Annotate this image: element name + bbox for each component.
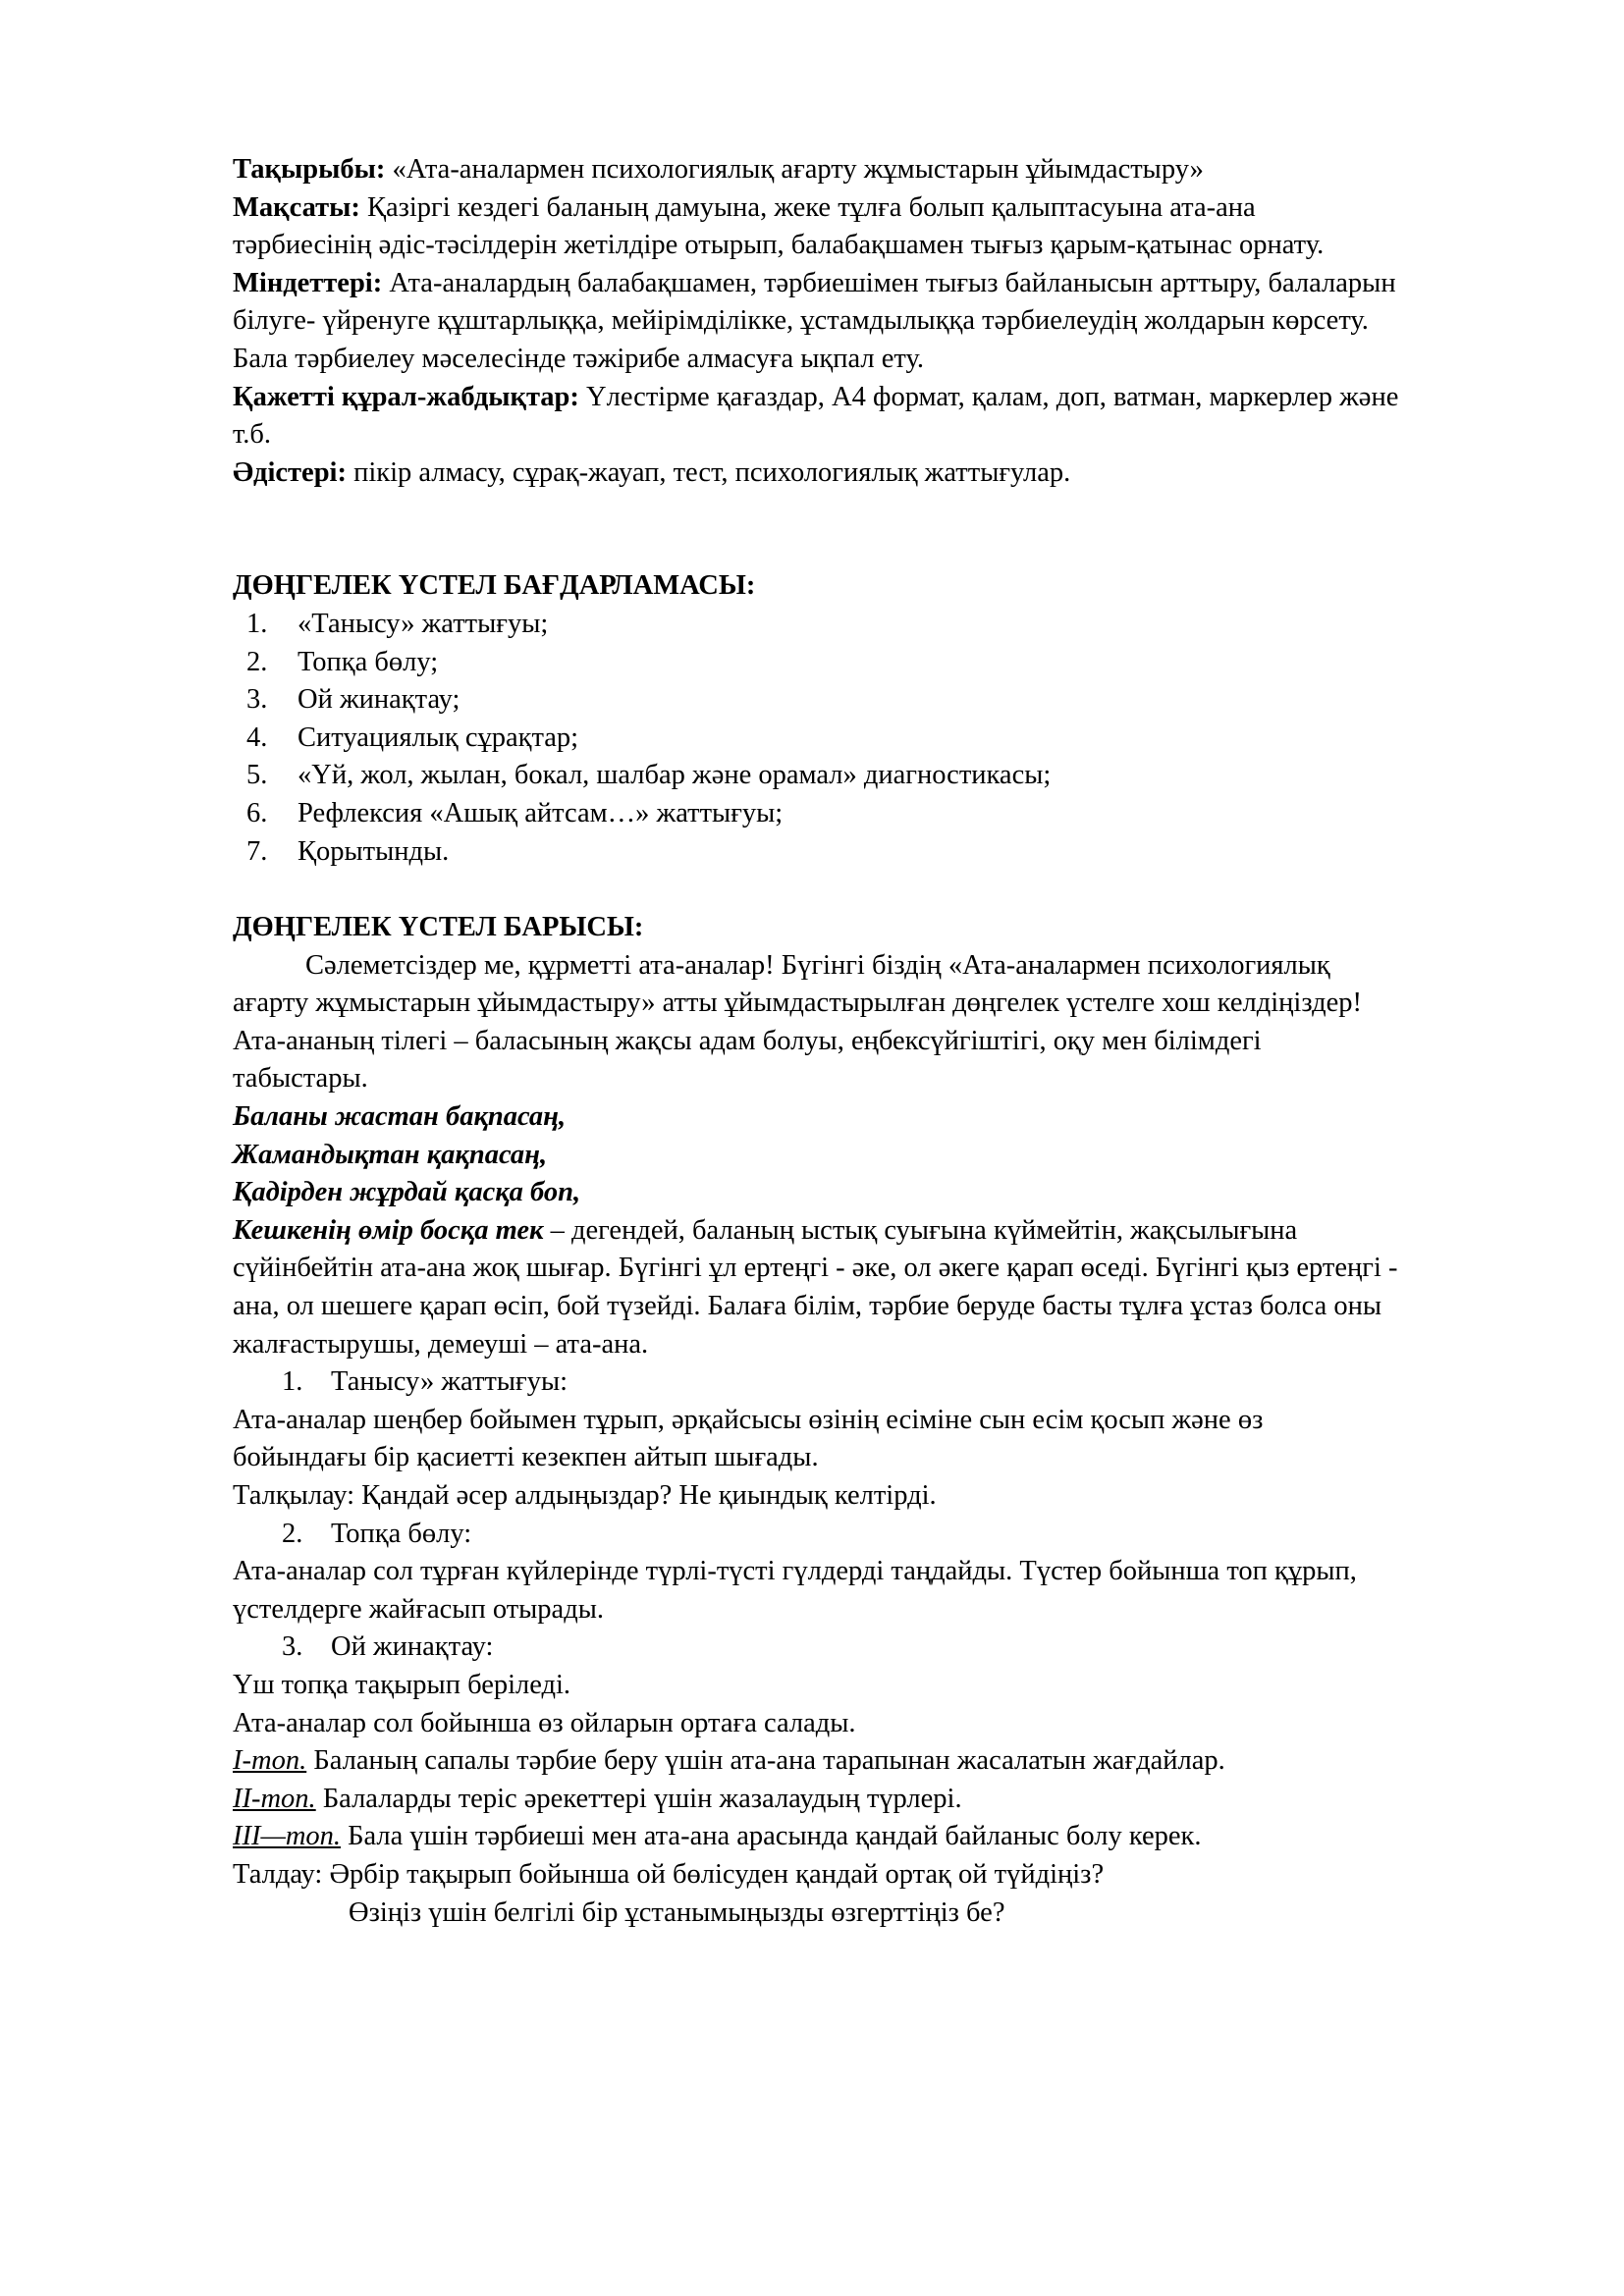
step-2-number: 2. [282, 1518, 303, 1549]
tasks-paragraph [233, 265, 1401, 379]
methods-text: пікір алмасу, сұрақ-жауап, тест, психологиялық жаттығулар. [346, 456, 1071, 488]
topic-label: Тақырыбы: [233, 154, 386, 185]
topic-text: «Ата-аналармен психологиялық ағарту жұмыстарын ұйымдастыру» [385, 154, 1204, 185]
methods-paragraph [233, 454, 1401, 493]
step-3-text-1: Үш топқа тақырып беріледі. [233, 1669, 571, 1700]
poem-line-4: Кешкенің өмір босқа тек [233, 1214, 544, 1246]
step-3-text-2: Ата-аналар сол бойынша өз ойларын ортаға салады. [233, 1707, 856, 1738]
program-item-number: 7. [246, 835, 268, 867]
spacer [233, 492, 1401, 567]
step-3-title [233, 1629, 1401, 1667]
group-2-line [233, 1781, 1401, 1819]
progress-heading: ДӨҢГЕЛЕК ҮСТЕЛ БАРЫСЫ: [233, 912, 644, 943]
group-2-label: II-топ. [233, 1783, 316, 1814]
step-2-title-text: Топқа бөлу: [331, 1518, 472, 1549]
program-item-number: 3. [246, 684, 268, 716]
topic-line [233, 151, 1401, 189]
program-list [233, 606, 1401, 871]
program-item [233, 681, 1401, 720]
poem-line-1: Баланы жастан бақпасаң, [233, 1101, 567, 1133]
methods-label: Әдістері: [233, 456, 347, 488]
step-1-title [233, 1363, 1401, 1402]
step-3-number: 3. [282, 1631, 303, 1663]
group-3-line [233, 1818, 1401, 1856]
spacer [233, 871, 1401, 909]
step-3-title-text: Ой жинақтау: [331, 1631, 494, 1663]
program-item [233, 606, 1401, 644]
goal-label: Мақсаты: [233, 191, 360, 223]
step-1-text: Ата-аналар шеңбер бойымен тұрып, әрқайсысы өзінің есіміне сын есім қосып және өз бойындағы бір қасиетті кезекпен айтып шығады. [233, 1404, 1264, 1473]
goal-text: Қазіргі кездегі баланың дамуына, жеке тұлға болып қалыптасуына ата-ана тәрбиесінің әдіс-тәсілдерін жетілдіре отырып, балабақшамен тығыз қарым-қатынас орнату. [233, 191, 1325, 261]
program-item-number: 5. [246, 760, 268, 791]
group-3-label: III—топ. [233, 1821, 342, 1852]
step-1-number: 1. [282, 1366, 303, 1398]
program-item-number: 1. [246, 608, 268, 639]
program-item-number: 2. [246, 646, 268, 677]
program-item-number: 4. [246, 721, 268, 753]
group-2-text: Балаларды теріс әрекеттері үшін жазалаудың түрлері. [315, 1783, 962, 1814]
program-item-number: 6. [246, 797, 268, 828]
tasks-label: Міндеттері: [233, 267, 383, 298]
program-item-text: «Танысу» жаттығуы; [298, 608, 549, 639]
goal-paragraph [233, 189, 1401, 265]
poem-continuation-paragraph [233, 1212, 1401, 1363]
poem-continuation-text: – дегендей, баланың ыстық суығына күймейтін, жақсылығына сүйінбейтін ата-ана жоқ шығар. Бүгінгі ұл ертеңгі - әке, ол әкеге қарап өседі. Бүгінгі қыз ертеңгі - ана, ол шешеге қарап өсіп, бой түзейді. Балаға білім, тәрбие беруде басты тұлға ұстаз болса оны жалғастырушы, демеуші – ата-ана. [233, 1214, 1398, 1360]
group-1-text: Баланың сапалы тәрбие беру үшін ата-ана тарапынан жасалатын жағдайлар. [306, 1745, 1225, 1777]
program-item [233, 644, 1401, 682]
step-1-discussion: Талқылау: Қандай әсер алдыңыздар? Не қиындық келтірді. [233, 1480, 937, 1511]
group-3-text: Бала үшін тәрбиеші мен ата-ана арасында қандай байланыс болу керек. [341, 1821, 1202, 1852]
tools-paragraph [233, 379, 1401, 454]
program-item-text: Ситуациялық сұрақтар; [298, 721, 579, 753]
tasks-text: Ата-аналардың балабақшамен, тәрбиешімен тығыз байланысын арттыру, балаларын білуге- үйренуге құштарлыққа, мейірімділікке, ұстамдылыққа тәрбиелеудің жолдарын көрсету. Бала тәрбиелеу мәселесінде тәжірибе алмасуға ықпал ету. [233, 267, 1396, 374]
program-heading: ДӨҢГЕЛЕК ҮСТЕЛ БАҒДАРЛАМАСЫ: [233, 570, 756, 602]
program-item-text: «Үй, жол, жылан, бокал, шалбар және орамал» диагностикасы; [298, 760, 1052, 791]
group-1-label: I-топ. [233, 1745, 307, 1777]
step-1-title-text: Танысу» жаттығуы: [331, 1366, 568, 1398]
program-item-text: Рефлексия «Ашық айтсам…» жаттығуы; [298, 797, 784, 828]
program-item-text: Қорытынды. [298, 835, 450, 867]
poem-line-3: Қадірден жұрдай қасқа боп, [233, 1177, 581, 1208]
document-page [233, 151, 1401, 1932]
program-item-text: Ой жинақтау; [298, 684, 460, 716]
tools-label: Қажетті құрал-жабдықтар: [233, 381, 579, 412]
analysis-line-2: Өзіңіз үшін белгілі бір ұстанымыңызды өзгерттіңіз бе? [349, 1896, 1005, 1928]
step-2-text: Ата-аналар сол тұрған күйлерінде түрлі-түсті гүлдерді таңдайды. Түстер бойынша топ құрып, үстелдерге жайғасып отырады. [233, 1556, 1357, 1625]
program-item [233, 720, 1401, 758]
program-item [233, 795, 1401, 833]
program-item-text: Топқа бөлу; [298, 646, 439, 677]
program-item [233, 757, 1401, 795]
group-1-line [233, 1742, 1401, 1781]
analysis-line-1: Талдау: Әрбір тақырып бойынша ой бөлісуден қандай ортақ ой түйдіңіз? [233, 1858, 1105, 1890]
tools-text: Үлестірме қағаздар, А4 формат, қалам, доп, ватман, маркерлер және т.б. [233, 381, 1399, 451]
program-item [233, 833, 1401, 872]
step-2-title [233, 1516, 1401, 1554]
greeting-paragraph: Сәлеметсіздер ме, құрметті ата-аналар! Бүгінгі біздің «Ата-аналармен психологиялық ағарту жұмыстарын ұйымдастыру» атты ұйымдастырылған дөңгелек үстелге хош келдіңіздер! Ата-ананың тілегі – баласының жақсы адам болуы, еңбексүйгіштігі, оқу мен білімдегі табыстары. [233, 949, 1362, 1095]
poem-line-2: Жамандықтан қақпасаң, [233, 1139, 548, 1170]
